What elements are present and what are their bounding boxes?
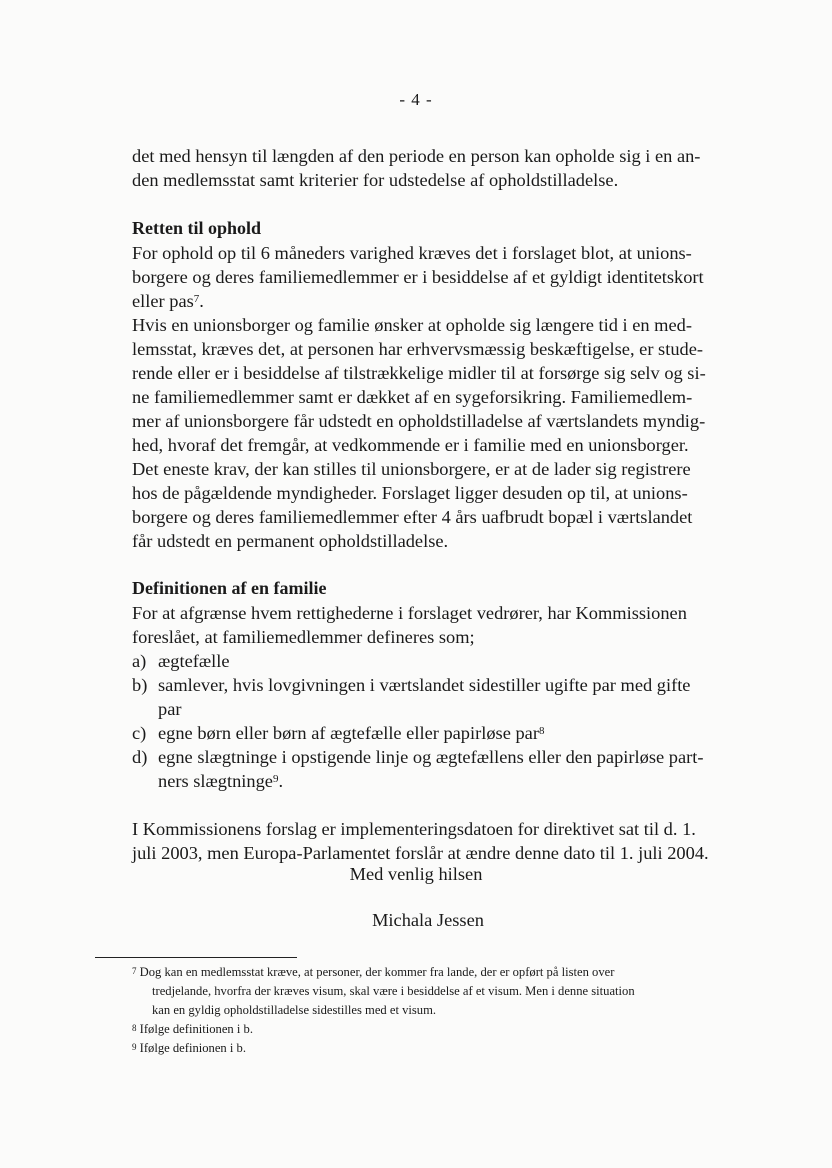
list-marker: b) [132, 675, 148, 695]
footnote-text: Dog kan en medlemsstat kræve, at personer, der kommer fra lande, der er opført på listen over [139, 965, 615, 979]
paragraph-line: det med hensyn til længden af den periode en person kan opholde sig i en an- [132, 146, 701, 166]
paragraph-line: juli 2003, men Europa-Parlamentet forslår at ændre denne dato til 1. juli 2004. [132, 843, 709, 863]
paragraph-line: For ophold op til 6 måneders varighed kræves det i forslaget blot, at unions- [132, 243, 692, 263]
page-number: - 4 - [399, 90, 433, 109]
paragraph-line: lemsstat, kræves det, at personen har erhvervsmæssig beskæftigelse, er stude- [132, 339, 703, 359]
footnote-7 [132, 963, 614, 982]
list-item-text: egne børn eller børn af ægtefælle eller papirløse par [158, 723, 539, 743]
list-item-continuation: par [158, 699, 182, 719]
paragraph-line: hos de pågældende myndigheder. Forslaget ligger desuden op til, at unions- [132, 483, 688, 503]
footnote-9 [132, 1039, 246, 1058]
footnote-text: Ifølge definionen i b. [139, 1041, 246, 1055]
paragraph-line: foreslået, at familiemedlemmer defineres som; [132, 627, 475, 647]
footnote-text: Ifølge definitionen i b. [139, 1022, 253, 1036]
line-end: . [199, 291, 204, 311]
footnote-line: tredjelande, hvorfra der kræves visum, skal være i besiddelse af et visum. Men i denne situation [152, 984, 635, 998]
paragraph-line: hed, hvoraf det fremgår, at vedkommende er i familie med en unionsborger. [132, 435, 689, 455]
list-item: ægtefælle [158, 651, 230, 671]
list-marker: d) [132, 747, 148, 767]
footnote-line: kan en gyldig opholdstilladelse sidestilles med et visum. [152, 1003, 437, 1017]
list-item [158, 721, 544, 745]
paragraph-line: For at afgrænse hvem rettighederne i forslaget vedrører, har Kommissionen [132, 603, 687, 623]
paragraph-line: rende eller er i besiddelse af tilstrækkelige midler til at forsørge sig selv og si- [132, 363, 706, 383]
paragraph-line: Hvis en unionsborger og familie ønsker at opholde sig længere tid i en med- [132, 315, 692, 335]
list-item-text: ners slægtninge [158, 771, 273, 791]
paragraph-line: borgere og deres familiemedlemmer efter 4 års uafbrudt bopæl i værtslandet [132, 507, 693, 527]
line-text: eller pas [132, 291, 194, 311]
list-item: samlever, hvis lovgivningen i værtslandet sidestiller ugifte par med gifte [158, 675, 691, 695]
paragraph-line: får udstedt en permanent opholdstilladelse. [132, 531, 449, 551]
section-heading-ophold: Retten til ophold [132, 218, 262, 238]
footnote-ref-7[interactable]: 7 [193, 293, 200, 305]
paragraph-line [132, 289, 204, 313]
list-item: egne slægtninge i opstigende linje og ægtefællens eller den papirløse part- [158, 747, 704, 767]
line-end: . [278, 771, 284, 791]
list-marker: c) [132, 723, 147, 743]
paragraph-line: borgere og deres familiemedlemmer er i besiddelse af et gyldigt identitetskort [132, 267, 704, 287]
paragraph-line: Det eneste krav, der kan stilles til unionsborgere, er at de lader sig registrere [132, 459, 691, 479]
footnote-ref-8[interactable]: 8 [538, 725, 545, 737]
footnote-number: 7 [132, 966, 137, 976]
list-item-continuation [158, 769, 283, 793]
paragraph-line: I Kommissionens forslag er implementeringsdatoen for direktivet sat til d. 1. [132, 819, 696, 839]
paragraph-line: mer af unionsborgere får udstedt en opholdstilladelse af værtslandets myndig- [132, 411, 706, 431]
footnote-ref-9[interactable]: 9 [272, 773, 279, 785]
footnote-number: 9 [132, 1042, 137, 1052]
footnote-divider [95, 957, 297, 958]
paragraph-line: den medlemsstat samt kriterier for udstedelse af opholdstilladelse. [132, 170, 619, 190]
list-marker: a) [132, 651, 147, 671]
closing-greeting: Med venlig hilsen [349, 864, 483, 884]
section-heading-familie: Definitionen af en familie [132, 578, 327, 598]
footnote-8 [132, 1020, 253, 1039]
signature-name: Michala Jessen [372, 910, 484, 930]
paragraph-line: ne familiemedlemmer samt er dækket af en sygeforsikring. Familiemedlem- [132, 387, 693, 407]
footnote-number: 8 [132, 1023, 137, 1033]
